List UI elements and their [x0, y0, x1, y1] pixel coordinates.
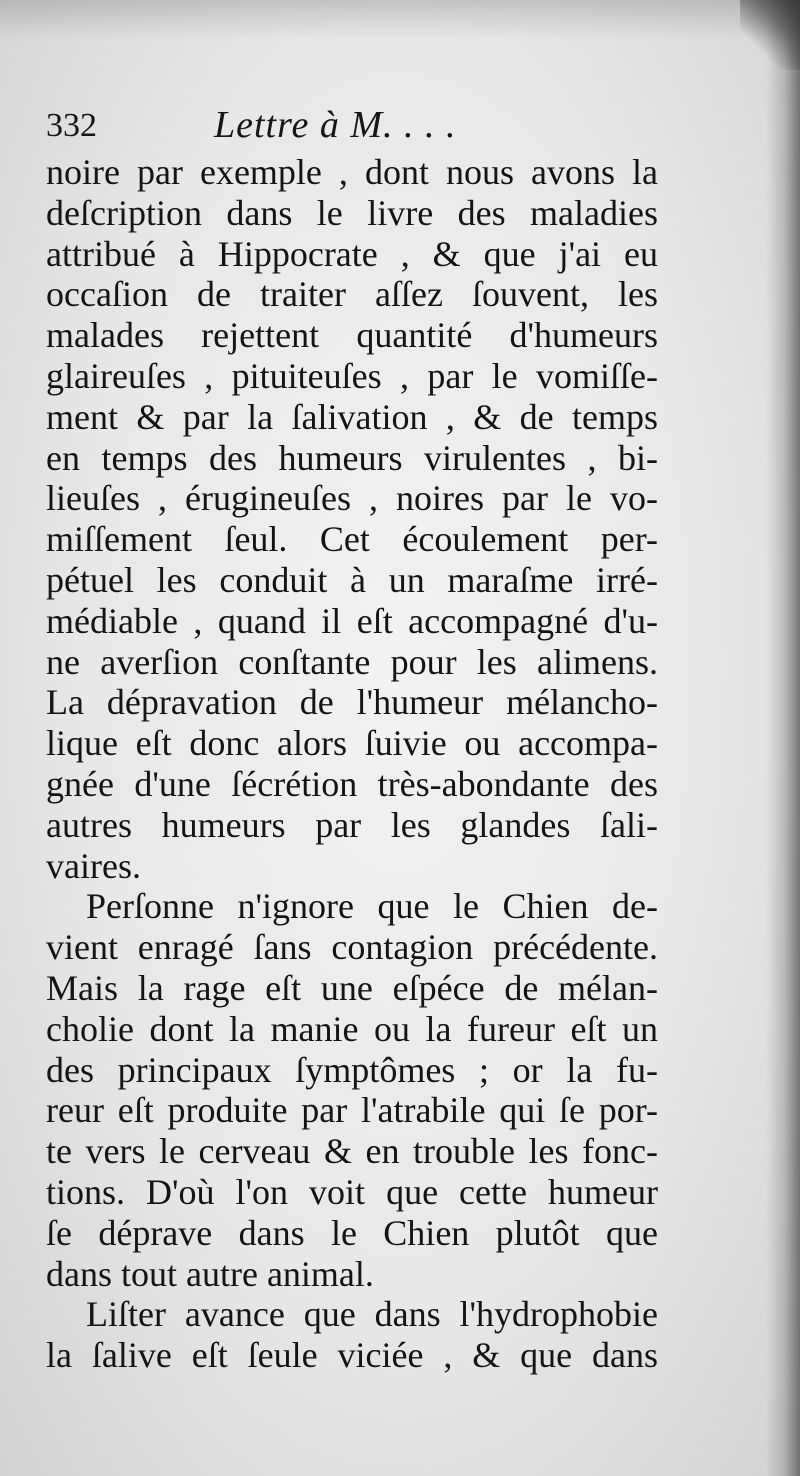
text-line: glaireuſes , pituiteuſes , par le vomiſſe- — [46, 355, 658, 396]
text-line: miſſement ſeul. Cet écoulement per- — [46, 519, 658, 560]
text-line: malades rejettent quantité d'humeurs — [46, 315, 658, 356]
text-line: des principaux ſymptômes ; or la fu- — [46, 1049, 658, 1090]
text-line: te vers le cerveau & en trouble les fonc- — [46, 1131, 658, 1172]
text-line: médiable , quand il eſt accompagné d'u- — [46, 600, 658, 641]
text-line: pétuel les conduit à un maraſme irré- — [46, 559, 658, 600]
text-line: attribué à Hippocrate , & que j'ai eu — [46, 233, 658, 274]
page-top-shadow — [0, 0, 800, 40]
text-line: Mais la rage eſt une eſpéce de mélan- — [46, 967, 658, 1008]
text-line: tions. D'où l'on voit que cette humeur — [46, 1171, 658, 1212]
page-corner-shadow — [740, 0, 800, 70]
text-line: occaſion de traiter aſſez ſouvent, les — [46, 274, 658, 315]
text-line: deſcription dans le livre des maladies — [46, 192, 658, 233]
text-line: lieuſes , érugineuſes , noires par le vo- — [46, 478, 658, 519]
text-line: vaires. — [46, 845, 141, 886]
text-line: la ſalive eſt ſeule viciée , & que dans — [46, 1335, 658, 1376]
text-line: cholie dont la manie ou la fureur eſt un — [46, 1008, 658, 1049]
page-gutter-shadow — [766, 0, 800, 1476]
running-title: Lettre à M. . . . — [214, 104, 457, 146]
text-line: Liſter avance que dans l'hydrophobie — [86, 1294, 658, 1335]
body-text — [46, 152, 658, 1376]
text-line: autres humeurs par les glandes ſali- — [46, 804, 658, 845]
page-header — [46, 103, 746, 147]
text-line: Perſonne n'ignore que le Chien de- — [86, 886, 658, 927]
text-line: en temps des humeurs virulentes , bi- — [46, 437, 658, 478]
text-line: dans tout autre animal. — [46, 1253, 374, 1294]
text-line: gnée d'une ſécrétion très-abondante des — [46, 763, 658, 804]
text-line: ne averſion conſtante pour les alimens. — [46, 641, 658, 682]
text-line: La dépravation de l'humeur mélancho- — [46, 682, 658, 723]
text-line: lique eſt donc alors ſuivie ou accompa- — [46, 723, 658, 764]
text-line: vient enragé ſans contagion précédente. — [46, 927, 658, 968]
text-line: noire par exemple , dont nous avons la — [46, 152, 658, 192]
text-line: ment & par la ſalivation , & de temps — [46, 396, 658, 437]
page-number: 332 — [46, 107, 97, 144]
text-line: reur eſt produite par l'atrabile qui ſe por- — [46, 1090, 658, 1131]
text-line: ſe déprave dans le Chien plutôt que — [46, 1212, 658, 1253]
